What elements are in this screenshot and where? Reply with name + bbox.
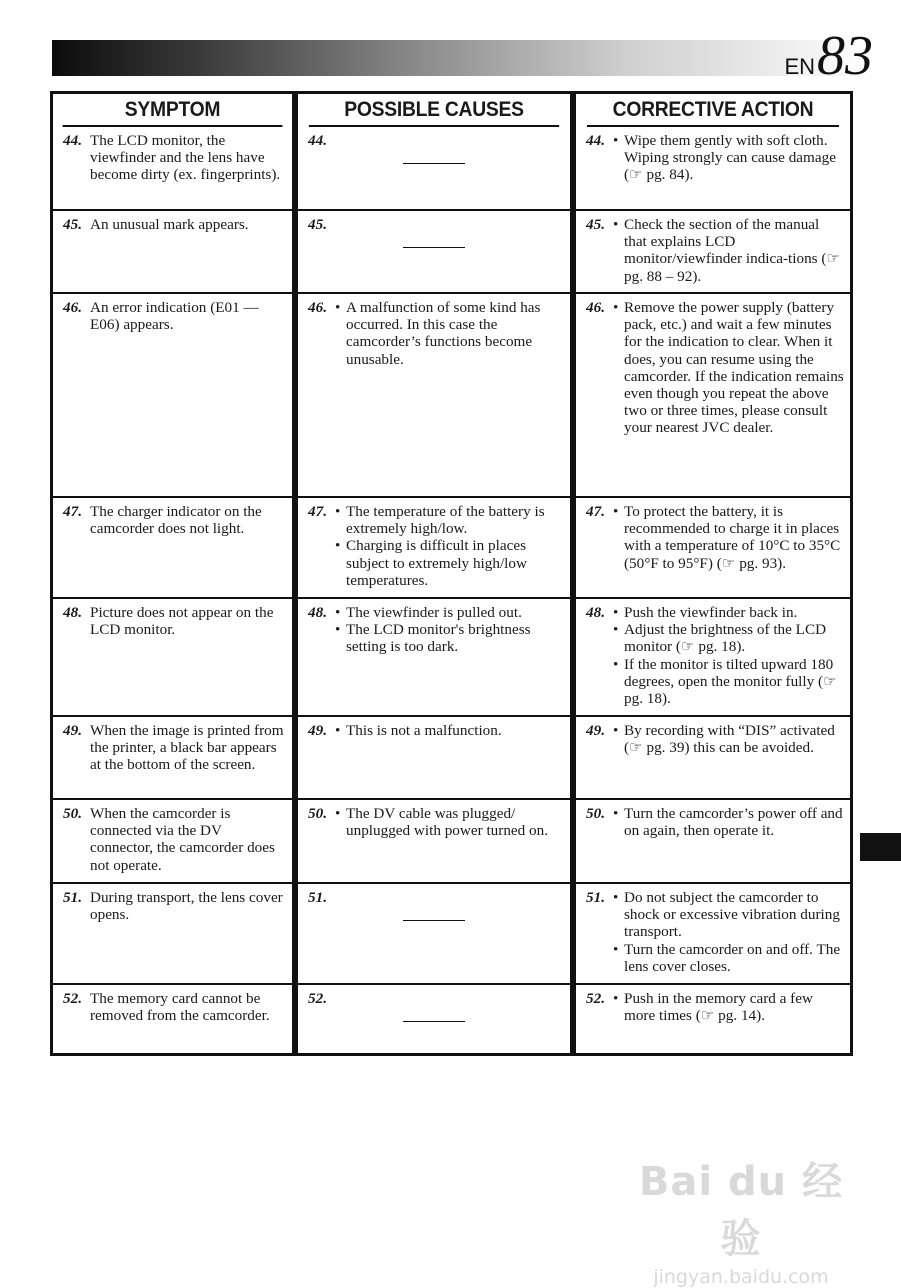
- row-number: 50.: [308, 805, 327, 822]
- causes-text: The temperature of the battery is extremely high/low.: [346, 503, 545, 538]
- action-text: If the monitor is tilted upward 180 degrees, open the monitor fully (☞ pg. 18).: [624, 655, 837, 708]
- row-number: 44.: [586, 132, 605, 149]
- symptom-text: During transport, the lens cover opens.: [90, 889, 283, 924]
- bullet-icon: •: [335, 805, 341, 822]
- action-cell: [576, 498, 850, 599]
- action-text: By recording with “DIS” activated (☞ pg. 39) this can be avoided.: [624, 722, 835, 757]
- row-number: 44.: [63, 132, 82, 149]
- action-cell: [576, 884, 850, 985]
- causes-header: POSSIBLE CAUSES: [309, 94, 559, 127]
- action-cell: [576, 211, 850, 294]
- row-number: 50.: [63, 805, 82, 822]
- row-number: 46.: [63, 299, 82, 316]
- action-text: Push in the memory card a few more times (☞ pg. 14).: [624, 990, 813, 1025]
- causes-text: The DV cable was plugged/ unplugged with power turned on.: [346, 805, 549, 840]
- causes-text: Charging is difficult in places subject to extremely high/low temperatures.: [346, 537, 527, 589]
- symptom-text: When the camcorder is connected via the DV connector, the camcorder does not operate.: [90, 805, 275, 874]
- symptom-column: [53, 94, 292, 1053]
- language-label: EN: [784, 54, 815, 79]
- row-number: 49.: [63, 722, 82, 739]
- row-number: 44.: [308, 132, 327, 149]
- empty-dash: [403, 163, 465, 164]
- symptom-cell: [53, 211, 292, 294]
- bullet-icon: •: [613, 722, 619, 739]
- action-text: Turn the camcorder’s power off and on again, then operate it.: [624, 805, 843, 840]
- watermark: [636, 1150, 846, 1288]
- header-gradient-bar: [52, 40, 872, 76]
- page-number-value: 83: [817, 25, 873, 87]
- symptom-text: The memory card cannot be removed from the camcorder.: [90, 990, 270, 1025]
- symptom-text: The charger indicator on the camcorder does not light.: [90, 503, 262, 538]
- symptom-text: Picture does not appear on the LCD monitor.: [90, 604, 274, 639]
- page-number: [784, 25, 873, 87]
- row-number: 52.: [308, 990, 327, 1007]
- bullet-icon: •: [335, 503, 341, 520]
- row-number: 47.: [586, 503, 605, 520]
- bullet-icon: •: [335, 722, 341, 739]
- symptom-text: The LCD monitor, the viewfinder and the lens have become dirty (ex. fingerprints).: [90, 132, 281, 184]
- symptom-cell: [53, 294, 292, 498]
- symptom-header: SYMPTOM: [63, 94, 283, 127]
- row-number: 49.: [586, 722, 605, 739]
- action-cell: [576, 800, 850, 884]
- symptom-text: An error indication (E01 — E06) appears.: [90, 299, 259, 334]
- causes-cell: [298, 599, 570, 717]
- causes-cell: [298, 294, 570, 498]
- bullet-icon: •: [613, 299, 619, 316]
- bullet-icon: •: [613, 889, 619, 906]
- row-number: 45.: [63, 216, 82, 233]
- causes-column: [298, 94, 570, 1053]
- bullet-icon: •: [613, 216, 619, 233]
- causes-text: This is not a malfunction.: [346, 722, 502, 739]
- causes-cell: [298, 498, 570, 599]
- action-text: To protect the battery, it is recommended to charge it in places with a temperature of 10°C to 35°C (50°F to 95°F) (☞ pg. 93).: [624, 503, 841, 572]
- row-number: 46.: [308, 299, 327, 316]
- action-cell: [576, 599, 850, 717]
- row-number: 47.: [63, 503, 82, 520]
- causes-cell: [298, 800, 570, 884]
- causes-text: A malfunction of some kind has occurred. In this case the camcorder’s functions become unusable.: [346, 299, 541, 368]
- action-column: [576, 94, 850, 1053]
- symptom-cell: [53, 884, 292, 985]
- bullet-icon: •: [613, 604, 619, 621]
- symptom-text: When the image is printed from the printer, a black bar appears at the bottom of the screen.: [90, 722, 284, 774]
- row-number: 52.: [63, 990, 82, 1007]
- bullet-icon: •: [613, 503, 619, 520]
- empty-dash: [403, 1021, 465, 1022]
- row-number: 46.: [586, 299, 605, 316]
- row-number: 51.: [308, 889, 327, 906]
- row-number: 45.: [586, 216, 605, 233]
- causes-text: The LCD monitor's brightness setting is too dark.: [346, 621, 531, 656]
- symptom-cell: [53, 599, 292, 717]
- symptom-cell: [53, 800, 292, 884]
- bullet-icon: •: [335, 604, 341, 621]
- causes-cell: [298, 211, 570, 294]
- action-text: Remove the power supply (battery pack, etc.) and wait a few minutes for the indication to clear. When it does, you can resume using the camcorder. If the indication remains even though you repeat the above two or three times, please consult your nearest JVC dealer.: [624, 299, 844, 437]
- causes-cell: [298, 884, 570, 985]
- bullet-icon: •: [613, 940, 619, 958]
- action-text: Push the viewfinder back in.: [624, 604, 798, 621]
- symptom-text: An unusual mark appears.: [90, 216, 249, 233]
- causes-cell: [298, 985, 570, 1053]
- action-cell: [576, 717, 850, 800]
- symptom-cell: [53, 127, 292, 211]
- bullet-icon: •: [613, 655, 619, 673]
- symptom-cell: [53, 717, 292, 800]
- bullet-icon: •: [613, 132, 619, 149]
- row-number: 48.: [63, 604, 82, 621]
- row-number: 51.: [63, 889, 82, 906]
- row-number: 47.: [308, 503, 327, 520]
- empty-dash: [403, 247, 465, 248]
- action-header: CORRECTIVE ACTION: [587, 94, 839, 127]
- action-text: Adjust the brightness of the LCD monitor (☞ pg. 18).: [624, 621, 827, 656]
- bullet-icon: •: [335, 537, 341, 555]
- troubleshooting-table: [50, 91, 853, 1056]
- symptom-cell: [53, 985, 292, 1053]
- bullet-icon: •: [335, 299, 341, 316]
- row-number: 51.: [586, 889, 605, 906]
- row-number: 50.: [586, 805, 605, 822]
- bullet-icon: •: [613, 805, 619, 822]
- row-number: 48.: [586, 604, 605, 621]
- bullet-icon: •: [613, 990, 619, 1007]
- watermark-url: jingyan.baidu.com: [653, 1266, 829, 1288]
- symptom-cell: [53, 498, 292, 599]
- causes-text: The viewfinder is pulled out.: [346, 604, 522, 621]
- row-number: 49.: [308, 722, 327, 739]
- empty-dash: [403, 920, 465, 921]
- causes-cell: [298, 127, 570, 211]
- row-number: 48.: [308, 604, 327, 621]
- action-text: Check the section of the manual that explains LCD monitor/viewfinder indica-tions (☞ pg. 88 – 92).: [624, 216, 841, 285]
- action-cell: [576, 985, 850, 1053]
- watermark-brand: Bai du 经验: [638, 1159, 844, 1262]
- causes-cell: [298, 717, 570, 800]
- bullet-icon: •: [613, 621, 619, 639]
- bullet-icon: •: [335, 621, 341, 639]
- action-text: Do not subject the camcorder to shock or excessive vibration during transport.: [624, 889, 840, 941]
- action-cell: [576, 294, 850, 498]
- action-text: Wipe them gently with soft cloth. Wiping strongly can cause damage (☞ pg. 84).: [624, 132, 836, 184]
- section-tab: [860, 833, 901, 861]
- action-cell: [576, 127, 850, 211]
- row-number: 45.: [308, 216, 327, 233]
- action-text: Turn the camcorder on and off. The lens cover closes.: [624, 940, 841, 975]
- row-number: 52.: [586, 990, 605, 1007]
